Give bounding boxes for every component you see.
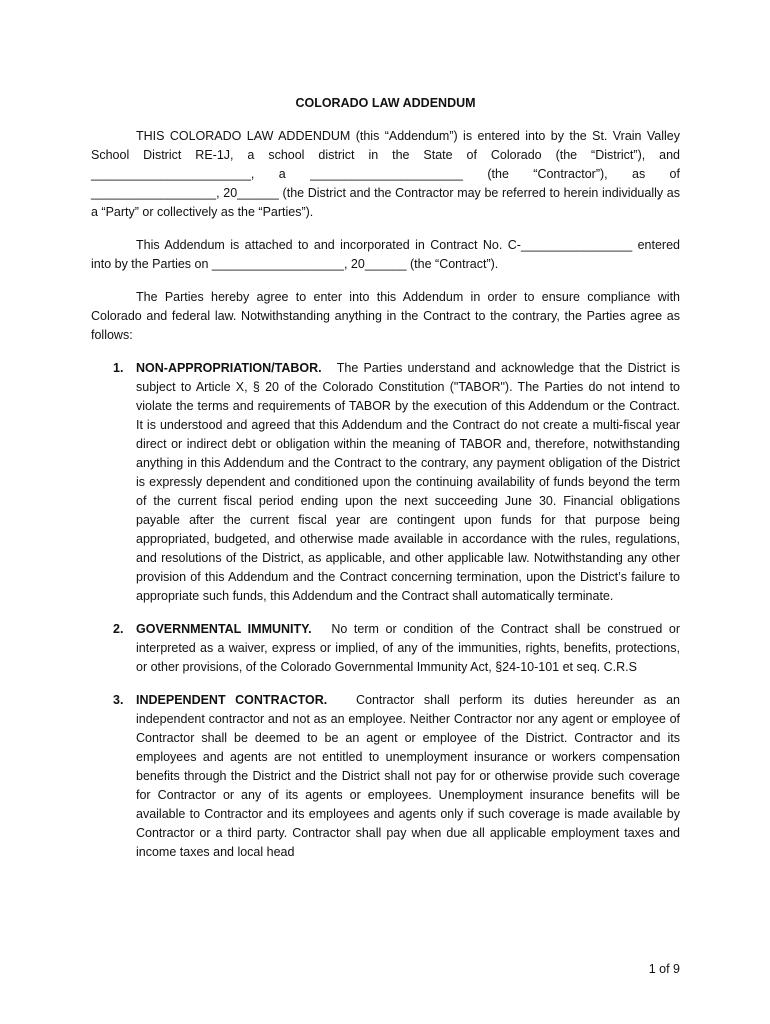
section-text: The Parties understand and acknowledge that the District is subject to Article X, § 20 of the Colorado Constitution ("TABOR"). The Parties do not intend to violate the terms and requirements of TABOR by the execution of this Addendum or the Contract. It is understood and agreed that this Addendum and the Contract do not create a multi-fiscal year direct or indirect debt or obligation within the meaning of TABOR and, therefore, notwithstanding anything in this Addendum and the Contract to the contrary, any payment obligation of the District is expressly dependent and conditioned upon the continuing availability of funds beyond the term of the current fiscal period ending upon the next succeeding June 30. Financial obligations payable after the current fiscal year are contingent upon funds for that purpose being appropriated, budgeted, and otherwise made available in accordance with the rules, regulations, and resolutions of the District, as applicable, and other applicable law. Notwithstanding any other provision of this Addendum and the Contract concerning termination, upon the District’s failure to appropriate such funds, this Addendum and the Contract shall automatically terminate. (136, 361, 681, 603)
section-number: 2. (113, 622, 124, 636)
sections-list (91, 359, 680, 862)
section-text: No term or condition of the Contract shall be construed or interpreted as a waiver, express or implied, of any of the immunities, rights, benefits, protections, or other provisions, of the Colorado Governmental Immunity Act, §24-10-101 et seq. C.R.S (136, 622, 680, 674)
section-item (91, 691, 680, 862)
section-number: 3. (113, 693, 124, 707)
section-heading: NON-APPROPRIATION/TABOR. (136, 361, 332, 375)
document-title: COLORADO LAW ADDENDUM (295, 96, 476, 110)
document-page (91, 94, 680, 876)
intro-paragraph: THIS COLORADO LAW ADDENDUM (this “Addendum”) is entered into by the St. Vrain Valley School District RE-1J, a school district in the State of Colorado (the “District”), and _______________________, a ______________________ (the “Contractor”), as of __________________, 20______ (the District and the Contractor may be referred to herein individually as a “Party” or collectively as the “Parties”). (91, 129, 680, 219)
section-item (91, 620, 680, 677)
page-number: 1 of 9 (648, 962, 680, 976)
section-text: Contractor shall perform its duties hereunder as an independent contractor and not as an employee. Neither Contractor nor any agent or employee of Contractor shall be deemed to be an agent or employee of the District. Contractor and its employees and agents are not entitled to unemployment insurance or workers compensation benefits through the District and the District shall not pay for or otherwise provide such coverage for Contractor or any of its agents or employees. Unemployment insurance benefits will be available to Contractor and its employees and agents only if such coverage is made available by Contractor or a third party. Contractor shall pay when due all applicable employment taxes and income taxes and local head (136, 693, 681, 859)
section-heading: GOVERNMENTAL IMMUNITY. (136, 622, 325, 636)
section-item (91, 359, 680, 606)
section-number: 1. (113, 361, 124, 375)
agreement-paragraph: The Parties hereby agree to enter into this Addendum in order to ensure compliance with Colorado and federal law. Notwithstanding anything in the Contract to the contrary, the Parties agree as follows: (91, 290, 680, 342)
section-heading: INDEPENDENT CONTRACTOR. (136, 693, 347, 707)
attachment-paragraph: This Addendum is attached to and incorporated in Contract No. C-________________ entered into by the Parties on ___________________, 20______ (the “Contract”). (91, 238, 680, 271)
